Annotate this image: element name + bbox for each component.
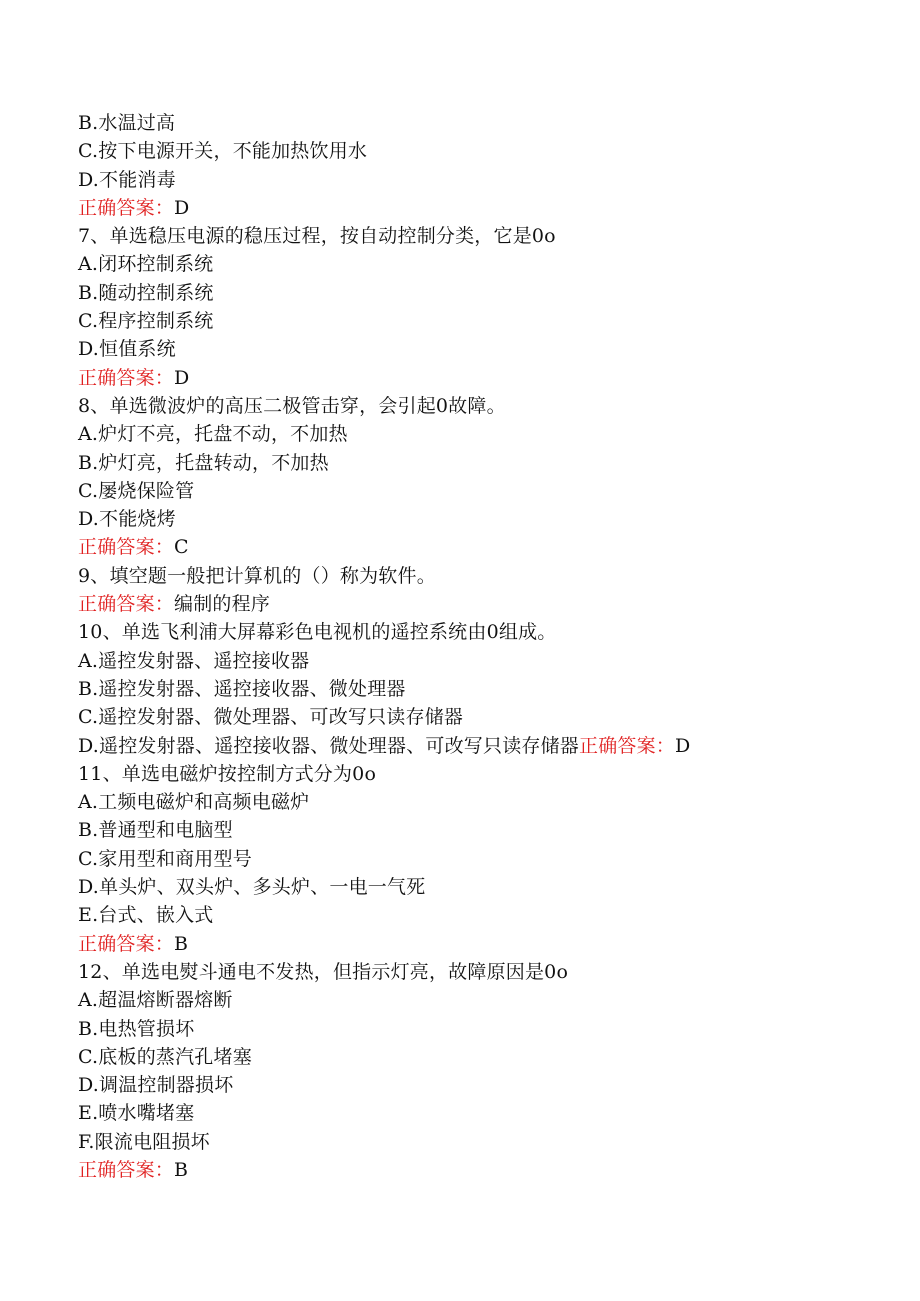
option-text: F.限流电阻损坏: [78, 1130, 210, 1153]
answer-line: [78, 194, 878, 222]
option-text: C.程序控制系统: [78, 310, 214, 333]
option-text: E.台式、嵌入式: [78, 904, 214, 927]
option-text: A.遥控发射器、遥控接收器: [78, 649, 310, 672]
option-text: C.按下电源开关，不能加热饮用水: [78, 140, 368, 163]
answer-value: B: [174, 932, 189, 955]
question-text: 7、单选稳压电源的稳压过程，按自动控制分类，它是0o: [78, 225, 556, 248]
option-text: D.不能消毒: [78, 168, 176, 191]
option-text: B.炉灯亮，托盘转动，不加热: [78, 451, 329, 474]
answer-line: [78, 364, 878, 392]
option-text: D.调温控制器损坏: [78, 1074, 234, 1097]
option-with-answer: [78, 732, 878, 760]
answer-label: 正确答案：: [78, 366, 175, 389]
answer-value: D: [174, 366, 190, 389]
answer-label: 正确答案：: [78, 196, 175, 219]
question-text: 10、单选飞利浦大屏幕彩色电视机的遥控系统由0组成。: [78, 621, 557, 644]
option-text: A.炉灯不亮，托盘不动，不加热: [78, 423, 348, 446]
option-text: A.闭环控制系统: [78, 253, 214, 276]
option-text: A.工频电磁炉和高频电磁炉: [78, 791, 310, 814]
answer-line: [78, 930, 878, 958]
answer-value: 编制的程序: [174, 593, 271, 616]
option-text: B.电热管损坏: [78, 1017, 195, 1040]
option-text: D.单头炉、双头炉、多头炉、一电一气死: [78, 876, 426, 899]
answer-label: 正确答案：: [78, 536, 175, 559]
answer-label: 正确答案：: [78, 932, 175, 955]
question-text: 12、单选电熨斗通电不发热，但指示灯亮，故障原因是0o: [78, 960, 569, 983]
option-text: C.家用型和商用型号: [78, 847, 252, 870]
option-text: A.超温熔断器熔断: [78, 989, 233, 1012]
option-text: C.底板的蒸汽孔堵塞: [78, 1045, 252, 1068]
answer-label: 正确答案：: [78, 1158, 175, 1181]
answer-label: 正确答案：: [579, 734, 676, 757]
option-text: D.恒值系统: [78, 338, 176, 361]
answer-value: D: [174, 196, 190, 219]
answer-line: [78, 590, 878, 618]
option-text: B.遥控发射器、遥控接收器、微处理器: [78, 677, 406, 700]
option-text: C.遥控发射器、微处理器、可改写只读存储器: [78, 706, 464, 729]
option-text: D.遥控发射器、遥控接收器、微处理器、可改写只读存储器: [78, 734, 579, 757]
answer-line: [78, 1156, 878, 1184]
answer-value: B: [174, 1158, 189, 1181]
question-text: 9、填空题一般把计算机的（）称为软件。: [78, 564, 436, 587]
option-text: B.随动控制系统: [78, 281, 214, 304]
option-text: D.不能烧烤: [78, 508, 176, 531]
option-text: B.普通型和电脑型: [78, 819, 233, 842]
question-text: 8、单选微波炉的高压二极管击穿，会引起0故障。: [78, 394, 506, 417]
answer-value: C: [174, 536, 189, 559]
answer-value: D: [675, 734, 691, 757]
option-text: B.水温过高: [78, 112, 176, 134]
option-text: E.喷水嘴堵塞: [78, 1102, 195, 1125]
answer-label: 正确答案：: [78, 593, 175, 616]
question-text: 11、单选电磁炉按控制方式分为0o: [78, 762, 377, 785]
question-list: [78, 109, 878, 1184]
answer-line: [78, 533, 878, 561]
option-text: C.屡烧保险管: [78, 479, 195, 502]
